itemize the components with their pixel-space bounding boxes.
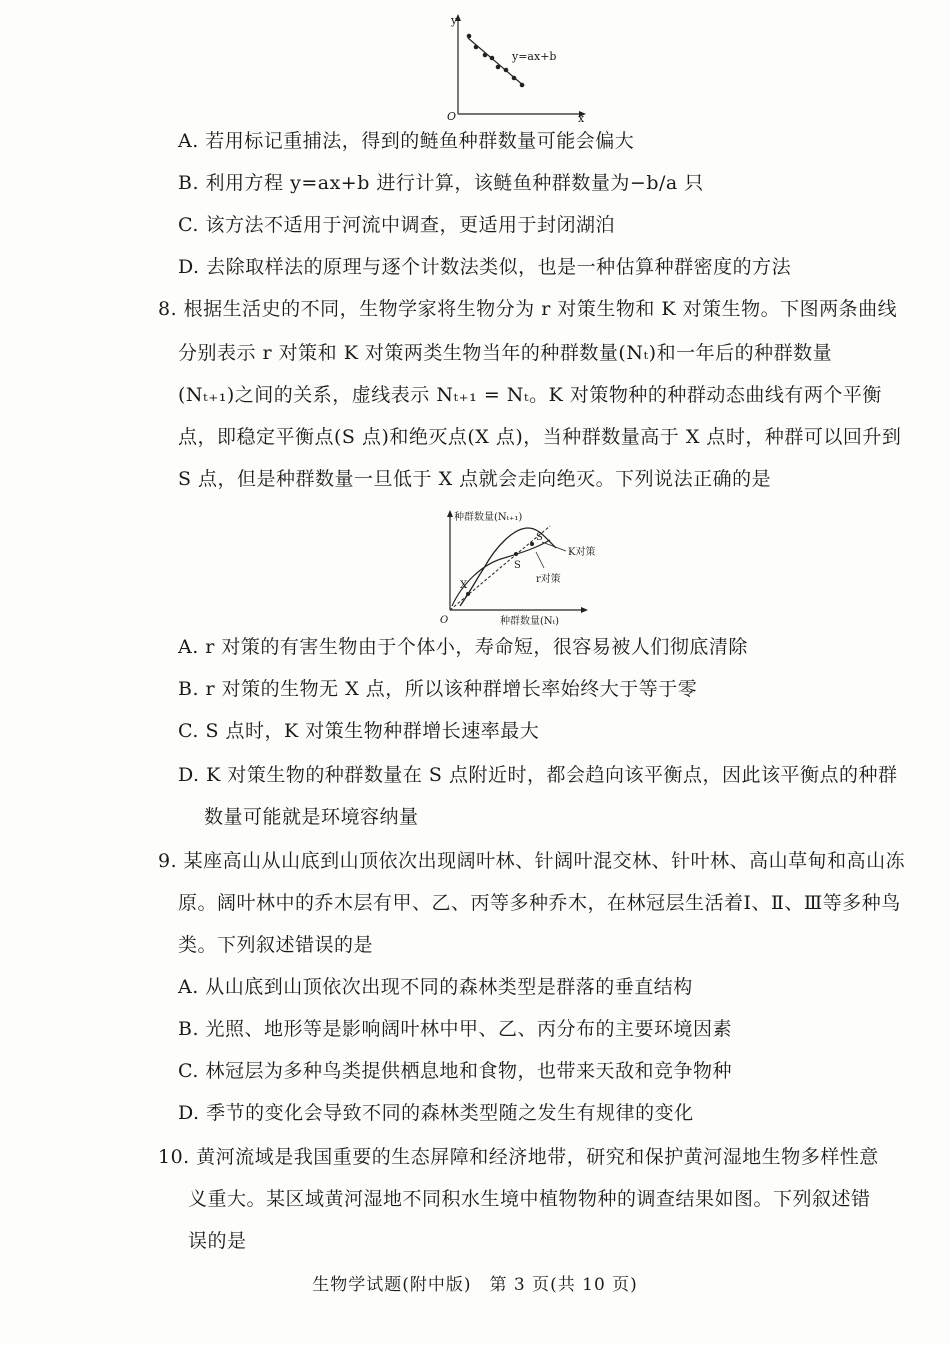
q9-option-d: D. 季节的变化会导致不同的森林类型随之发生有规律的变化 xyxy=(178,1102,694,1124)
q7-point xyxy=(474,45,479,50)
q8-k-label: K对策 xyxy=(568,547,596,558)
q7-point xyxy=(490,56,495,61)
q7-origin: O xyxy=(447,110,457,122)
q8-x-point xyxy=(466,592,470,596)
q9-option-a: A. 从山底到山顶依次出现不同的森林类型是群落的垂直结构 xyxy=(178,976,693,998)
q9-option-b: B. 光照、地形等是影响阔叶林中甲、乙、丙分布的主要环境因素 xyxy=(178,1018,733,1040)
q8-option-b: B. r 对策的生物无 X 点，所以该种群增长率始终大于等于零 xyxy=(178,678,698,700)
q8-stem-line-5: S 点，但是种群数量一旦低于 X 点就会走向绝灭。下列说法正确的是 xyxy=(178,468,772,490)
q8-option-a: A. r 对策的有害生物由于个体小，寿命短，很容易被人们彻底清除 xyxy=(178,636,748,658)
q7-equation: y=ax+b xyxy=(512,50,557,63)
q8-k-leader xyxy=(542,542,566,551)
q8-option-d: D. K 对策生物的种群数量在 S 点附近时，都会趋向该平衡点，因此该平衡点的种群 xyxy=(178,764,898,786)
q8-s-point-k xyxy=(530,542,534,546)
page-footer: 生物学试题(附中版) 第 3 页(共 10 页) xyxy=(312,1275,638,1295)
q7-option-d: D. 去除取样法的原理与逐个计数法类似，也是一种估算种群密度的方法 xyxy=(178,256,792,278)
q7-option-a: A. 若用标记重捕法，得到的鲢鱼种群数量可能会偏大 xyxy=(178,130,635,152)
q9-stem-line-1: 9. 某座高山从山底到山顶依次出现阔叶林、针阔叶混交林、针叶林、高山草甸和高山冻 xyxy=(158,850,906,872)
q8-x-label: 种群数量(Nₜ) xyxy=(500,616,560,627)
q7-option-b: B. 利用方程 y=ax+b 进行计算，该鲢鱼种群数量为−b/a 只 xyxy=(178,172,704,194)
q7-x-label: x xyxy=(578,112,585,122)
q7-y-label: y xyxy=(451,14,458,27)
q7-point xyxy=(496,65,501,70)
q8-identity-line xyxy=(450,526,550,610)
q8-s-point-r xyxy=(514,552,518,556)
q8-stem-line-4: 点，即稳定平衡点(S 点)和绝灭点(X 点)，当种群数量高于 X 点时，种群可以回升到 xyxy=(178,426,902,448)
q8-stem-line-3: (Nₜ₊₁)之间的关系，虚线表示 Nₜ₊₁ = Nₜ。K 对策物种的种群动态曲线有两个平衡 xyxy=(178,384,882,406)
q10-stem-line-1: 10. 黄河流域是我国重要的生态屏障和经济地带，研究和保护黄河湿地生物多样性意 xyxy=(158,1146,879,1168)
q7-point xyxy=(512,76,517,81)
q8-stem-line-1: 8. 根据生活史的不同，生物学家将生物分为 r 对策生物和 K 对策生物。下图两条曲线 xyxy=(158,298,898,320)
q7-point xyxy=(504,68,509,73)
q7-option-c: C. 该方法不适用于河流中调查，更适用于封闭湖泊 xyxy=(178,214,615,236)
q8-y-label: 种群数量(Nₜ₊₁) xyxy=(454,512,523,523)
q8-x-arrow xyxy=(581,607,588,613)
q9-option-c: C. 林冠层为多种鸟类提供栖息地和食物，也带来天敌和竞争物种 xyxy=(178,1060,732,1082)
q10-stem-line-2: 义重大。某区域黄河湿地不同积水生境中植物物种的调查结果如图。下列叙述错 xyxy=(188,1188,871,1210)
q9-stem-line-3: 类。下列叙述错误的是 xyxy=(178,934,374,956)
q8-s-label-k: S xyxy=(536,532,543,543)
q8-x-label-point: X xyxy=(460,580,468,591)
q7-point xyxy=(467,34,472,39)
q8-y-arrow xyxy=(447,510,453,517)
q10-stem-line-3: 误的是 xyxy=(188,1230,247,1252)
q7-figure xyxy=(440,12,600,122)
q8-r-label: r对策 xyxy=(536,574,561,585)
q8-option-c: C. S 点时，K 对策生物种群增长速率最大 xyxy=(178,720,540,742)
q7-point xyxy=(483,53,488,58)
q8-origin: O xyxy=(440,615,449,626)
q9-stem-line-2: 原。阔叶林中的乔木层有甲、乙、丙等多种乔木，在林冠层生活着Ⅰ、Ⅱ、Ⅲ等多种鸟 xyxy=(178,892,901,914)
q8-option-d-cont: 数量可能就是环境容纳量 xyxy=(204,806,419,828)
q8-r-leader xyxy=(536,552,544,568)
q7-point xyxy=(520,83,525,88)
q8-s-label-r: S xyxy=(514,560,521,571)
q8-stem-line-2: 分别表示 r 对策和 K 对策两类生物当年的种群数量(Nₜ)和一年后的种群数量 xyxy=(178,342,833,364)
q8-figure xyxy=(432,506,622,630)
